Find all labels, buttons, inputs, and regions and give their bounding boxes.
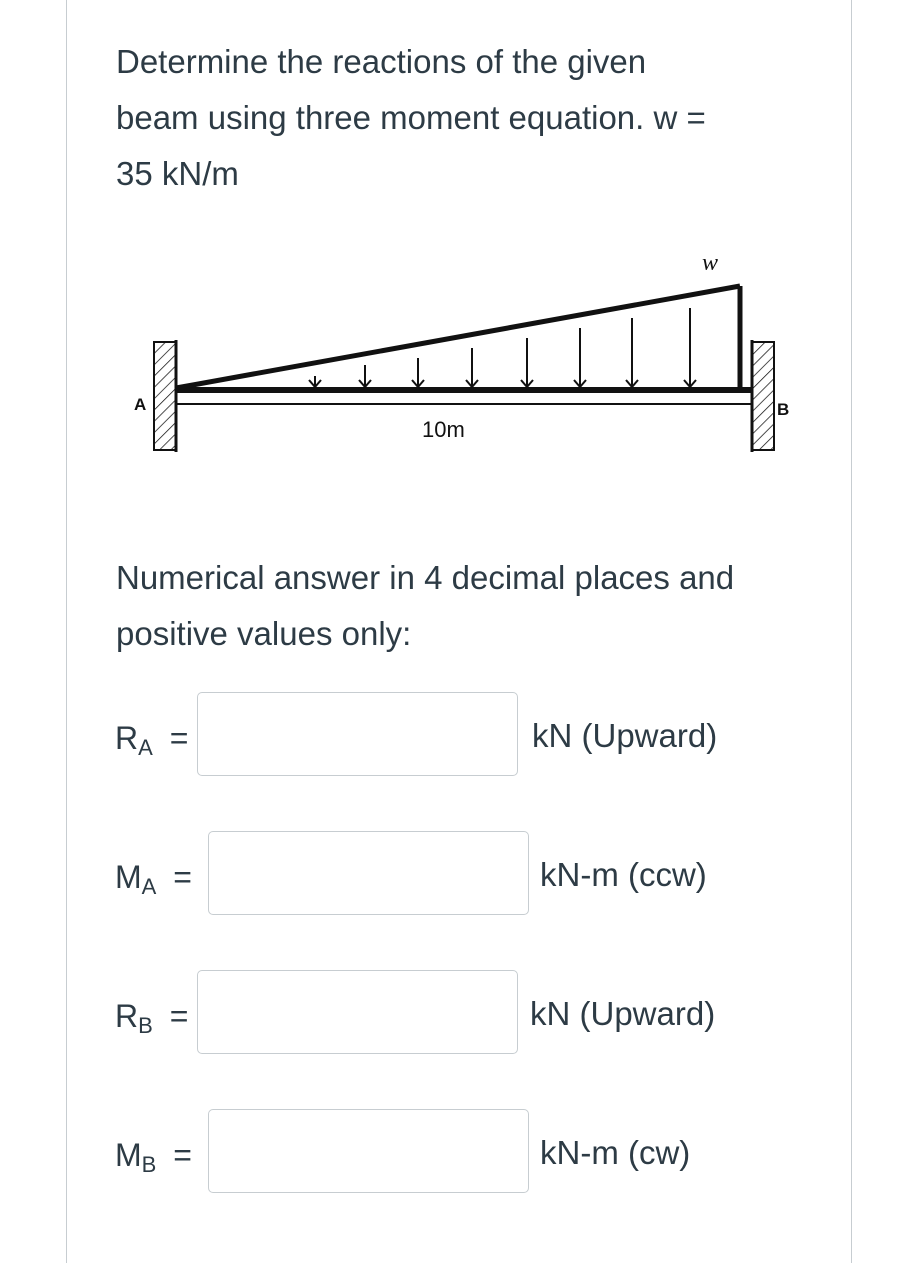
ra-equals: =	[169, 720, 189, 756]
rb-equals: =	[169, 998, 189, 1034]
beam	[176, 390, 752, 404]
ma-subscript: A	[141, 874, 157, 899]
rb-subscript: B	[138, 1013, 153, 1038]
ma-unit: kN-m (ccw)	[540, 856, 707, 893]
mb-subscript: B	[141, 1152, 157, 1177]
fixed-support-b	[752, 340, 774, 452]
ma-equals: =	[173, 859, 192, 895]
instructions-text	[116, 550, 816, 662]
instructions-line-1: Numerical answer in 4 decimal places and	[116, 559, 735, 596]
span-label: 10m	[422, 417, 465, 442]
question-line-2: beam using three moment equation. w =	[116, 99, 706, 136]
ra-symbol: R	[115, 720, 139, 756]
support-a-label: A	[134, 395, 147, 414]
answer-label-ra	[115, 718, 188, 768]
ma-symbol: M	[115, 859, 142, 895]
ma-input[interactable]	[208, 831, 529, 915]
load-arrows	[309, 308, 696, 387]
question-text	[116, 34, 816, 202]
answer-label-mb	[115, 1135, 192, 1185]
question-line-1: Determine the reactions of the given	[116, 43, 647, 80]
ra-input[interactable]	[197, 692, 518, 776]
support-b-label: B	[777, 400, 790, 419]
load-label-w: w	[702, 250, 719, 276]
rb-unit: kN (Upward)	[530, 995, 716, 1032]
mb-symbol: M	[115, 1137, 142, 1173]
mb-input[interactable]	[208, 1109, 529, 1193]
answer-label-rb	[115, 996, 188, 1046]
ra-unit: kN (Upward)	[532, 717, 718, 754]
instructions-line-2: positive values only:	[116, 615, 412, 652]
mb-equals: =	[173, 1137, 192, 1173]
answer-row-ra	[0, 692, 918, 780]
rb-symbol: R	[115, 998, 139, 1034]
question-line-3: 35 kN/m	[116, 155, 239, 192]
mb-unit: kN-m (cw)	[540, 1134, 691, 1171]
rb-input[interactable]	[197, 970, 518, 1054]
answer-row-rb	[0, 970, 918, 1058]
triangular-load	[176, 286, 740, 388]
beam-diagram	[120, 240, 800, 470]
answer-row-mb	[0, 1109, 918, 1197]
ra-subscript: A	[138, 735, 153, 760]
answer-label-ma	[115, 857, 192, 907]
fixed-support-a	[154, 340, 176, 452]
answer-row-ma	[0, 831, 918, 919]
